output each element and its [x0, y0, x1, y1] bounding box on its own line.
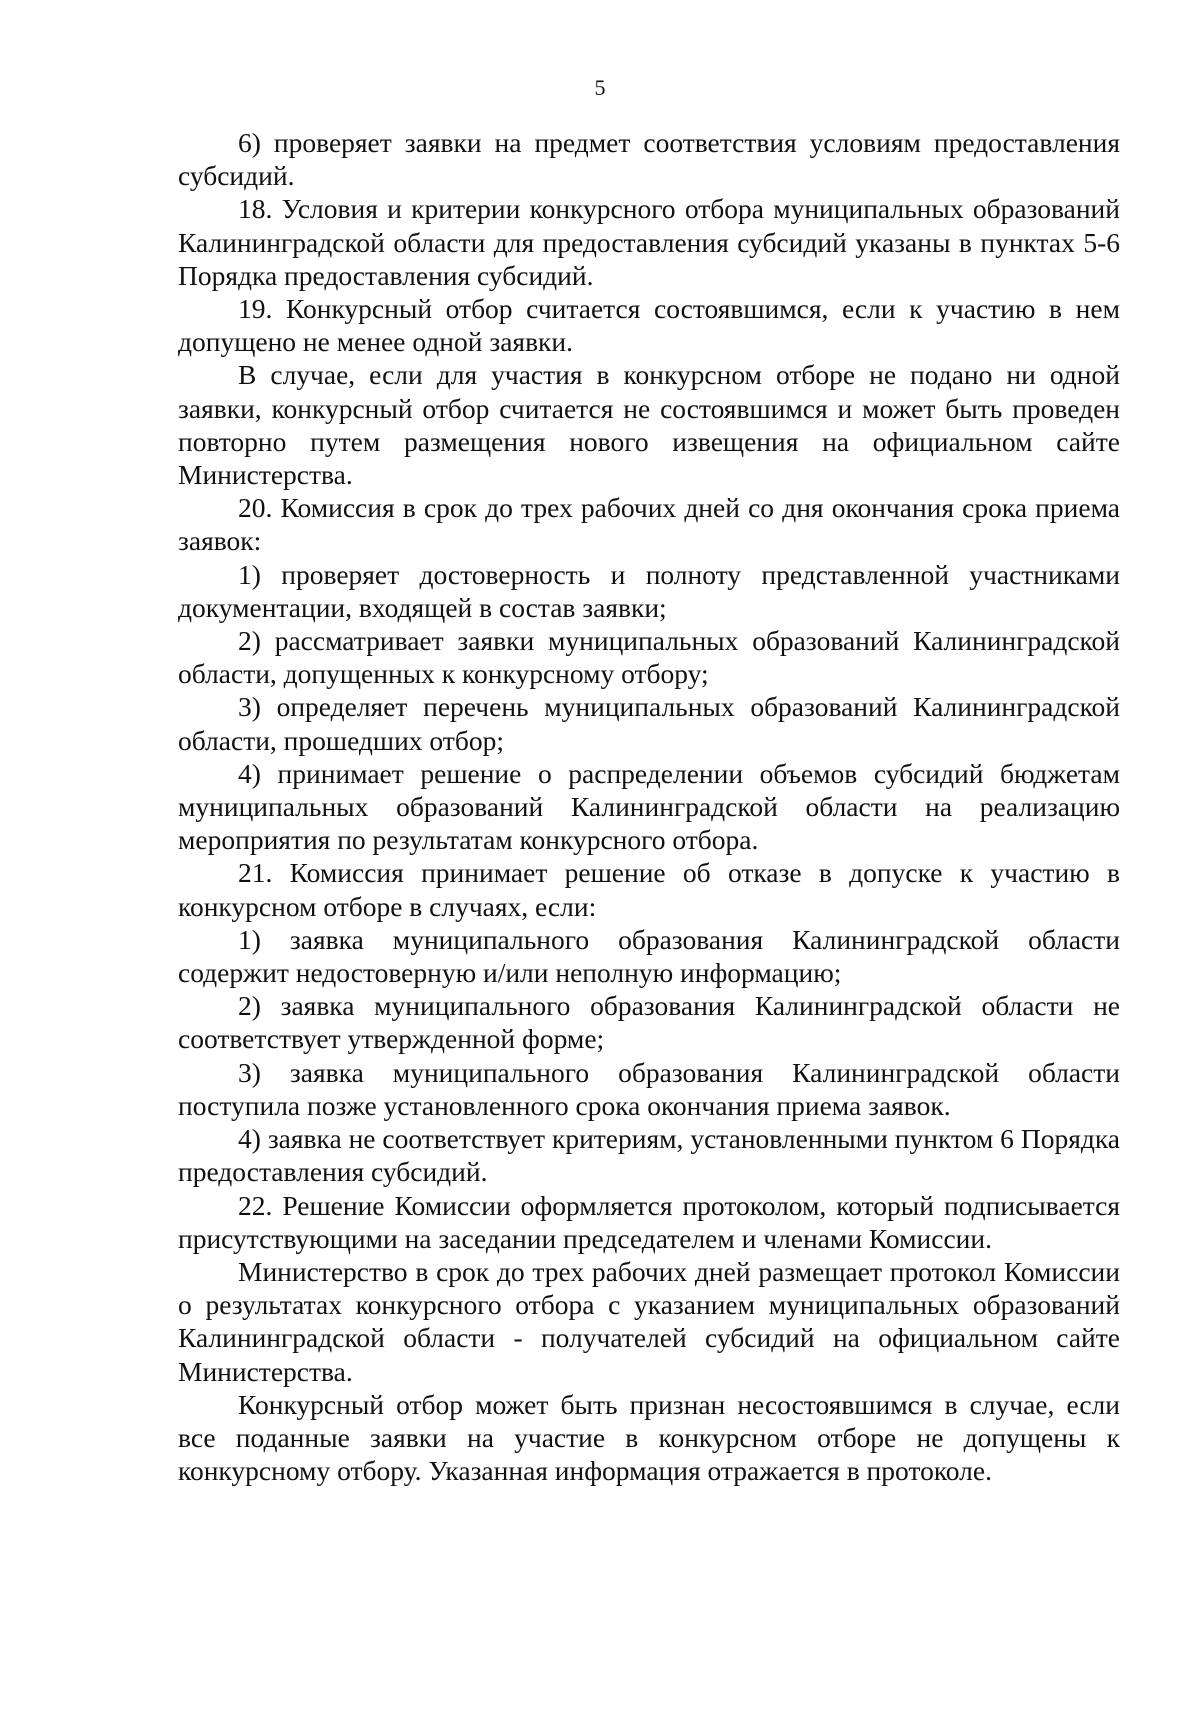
paragraph-item-6: 6) проверяет заявки на предмет соответствия условиям предоставления субсидий.: [178, 127, 1120, 192]
paragraph-19: 19. Конкурсный отбор считается состоявшимся, если к участию в нем допущено не менее одной заявки.: [178, 293, 1120, 358]
paragraph-21-item-3: 3) заявка муниципального образования Калининградской области поступила позже установленного срока окончания приема заявок.: [178, 1056, 1120, 1121]
paragraph-20-item-4: 4) принимает решение о распределении объемов субсидий бюджетам муниципальных образований Калининградской области на реализацию мероприятия по результатам конкурсного отбора.: [178, 757, 1120, 856]
page-number: 5: [594, 75, 606, 100]
paragraph-20-item-1: 1) проверяет достоверность и полноту представленной участниками документации, входящей в состав заявки;: [178, 558, 1120, 623]
paragraph-20-item-3: 3) определяет перечень муниципальных образований Калининградской области, прошедших отбор;: [178, 691, 1120, 756]
paragraph-18: 18. Условия и критерии конкурсного отбора муниципальных образований Калининградской области для предоставления субсидий указаны в пунктах 5-6 Порядка предоставления субсидий.: [178, 193, 1120, 291]
paragraph-20-item-2: 2) рассматривает заявки муниципальных образований Калининградской области, допущенных к конкурсному отбору;: [178, 625, 1120, 690]
paragraph-19-continuation: В случае, если для участия в конкурсном отборе не подано ни одной заявки, конкурсный отбор считается не состоявшимся и может быть проведен повторно путем размещения нового извещения на официальном сайте Министерства.: [178, 359, 1120, 491]
paragraph-22-failed-selection: Конкурсный отбор может быть признан несостоявшимся в случае, если все поданные заявки на участие в конкурсном отборе не допущены к конкурсному отбору. Указанная информация отражается в протоколе.: [178, 1388, 1120, 1487]
paragraph-20: 20. Комиссия в срок до трех рабочих дней со дня окончания срока приема заявок:: [178, 492, 1120, 557]
paragraph-21-item-4: 4) заявка не соответствует критериям, установленными пунктом 6 Порядка предоставления субсидий.: [178, 1123, 1120, 1188]
paragraph-22-ministry: Министерство в срок до трех рабочих дней размещает протокол Комиссии о результатах конкурсного отбора с указанием муниципальных образований Калининградской области - получателей субсидий на официальном сайте Министерства.: [178, 1255, 1120, 1387]
paragraph-22: 22. Решение Комиссии оформляется протоколом, который подписывается присутствующими на заседании председателем и членами Комиссии.: [178, 1189, 1120, 1254]
paragraph-21: 21. Комиссия принимает решение об отказе в допуске к участию в конкурсном отборе в случаях, если:: [178, 857, 1120, 922]
paragraph-21-item-2: 2) заявка муниципального образования Калининградской области не соответствует утвержденной форме;: [178, 990, 1120, 1055]
document-body: [178, 126, 1120, 1487]
paragraph-21-item-1: 1) заявка муниципального образования Калининградской области содержит недостоверную и/или неполную информацию;: [178, 923, 1120, 989]
